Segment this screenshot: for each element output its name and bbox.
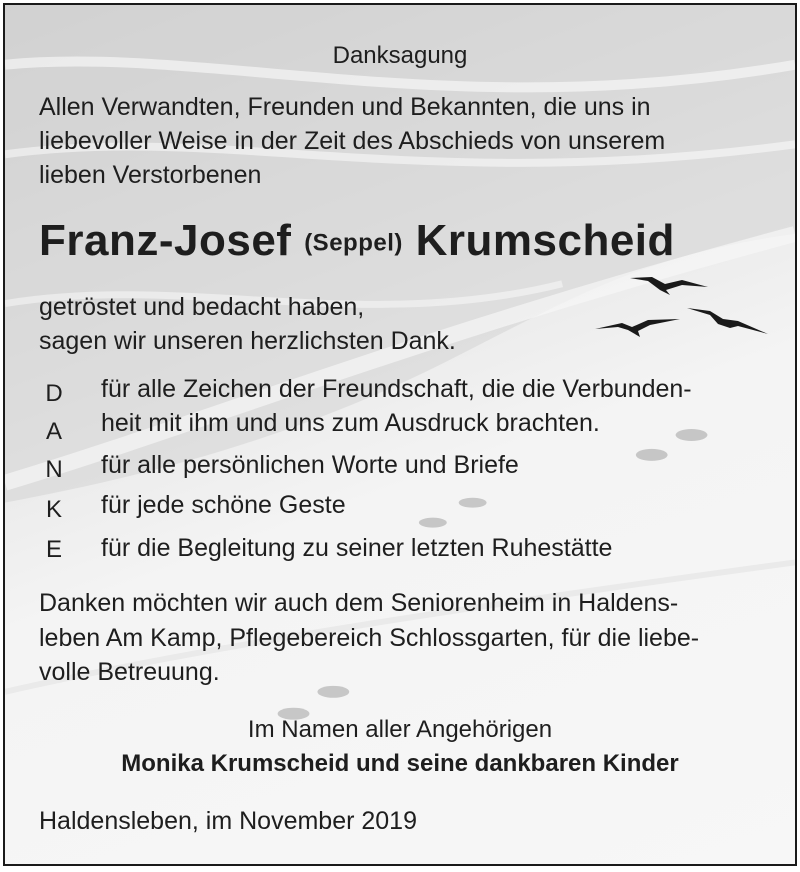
- closing-line-1: Danken möchten wir auch dem Seniorenheim in Haldens-: [39, 589, 679, 617]
- deceased-last-name: Krumscheid: [415, 216, 675, 265]
- danke-line-2: heit mit ihm und uns zum Ausdruck brachten.: [101, 409, 600, 437]
- deceased-nickname: (Seppel): [304, 229, 403, 257]
- after-name-line-1: getröstet und bedacht haben,: [39, 293, 365, 321]
- danke-letter-n: N: [45, 456, 63, 483]
- danke-letter-a: A: [45, 418, 62, 445]
- danke-letter-d: D: [45, 380, 63, 407]
- danke-line-4: für jede schöne Geste: [101, 491, 346, 519]
- closing-line-2: leben Am Kamp, Pflegebereich Schlossgarten, für die liebe-: [39, 624, 700, 652]
- danke-letter-k: K: [45, 496, 62, 523]
- place-date: Haldensleben, im November 2019: [39, 807, 417, 835]
- after-name-line-2: sagen wir unseren herzlichsten Dank.: [39, 327, 456, 355]
- danke-line-3: für alle persönlichen Worte und Briefe: [101, 451, 519, 479]
- deceased-name: [39, 215, 675, 269]
- signature-intro: Im Namen aller Angehörigen: [247, 716, 553, 743]
- danke-line-1: für alle Zeichen der Freundschaft, die die Verbunden-: [101, 375, 692, 403]
- danke-letter-e: E: [45, 536, 62, 563]
- obituary-card: [3, 3, 797, 866]
- heading: Danksagung: [332, 42, 468, 69]
- intro-line-1: Allen Verwandten, Freunden und Bekannten, die uns in: [39, 93, 651, 121]
- intro-line-2: liebevoller Weise in der Zeit des Abschieds von unserem: [39, 127, 666, 155]
- deceased-first-name: Franz-Josef: [39, 216, 292, 265]
- danke-line-5: für die Begleitung zu seiner letzten Ruhestätte: [101, 534, 613, 562]
- signature-names: Monika Krumscheid und seine dankbaren Kinder: [121, 750, 679, 777]
- intro-line-3: lieben Verstorbenen: [39, 161, 262, 189]
- closing-line-3: volle Betreuung.: [39, 658, 220, 686]
